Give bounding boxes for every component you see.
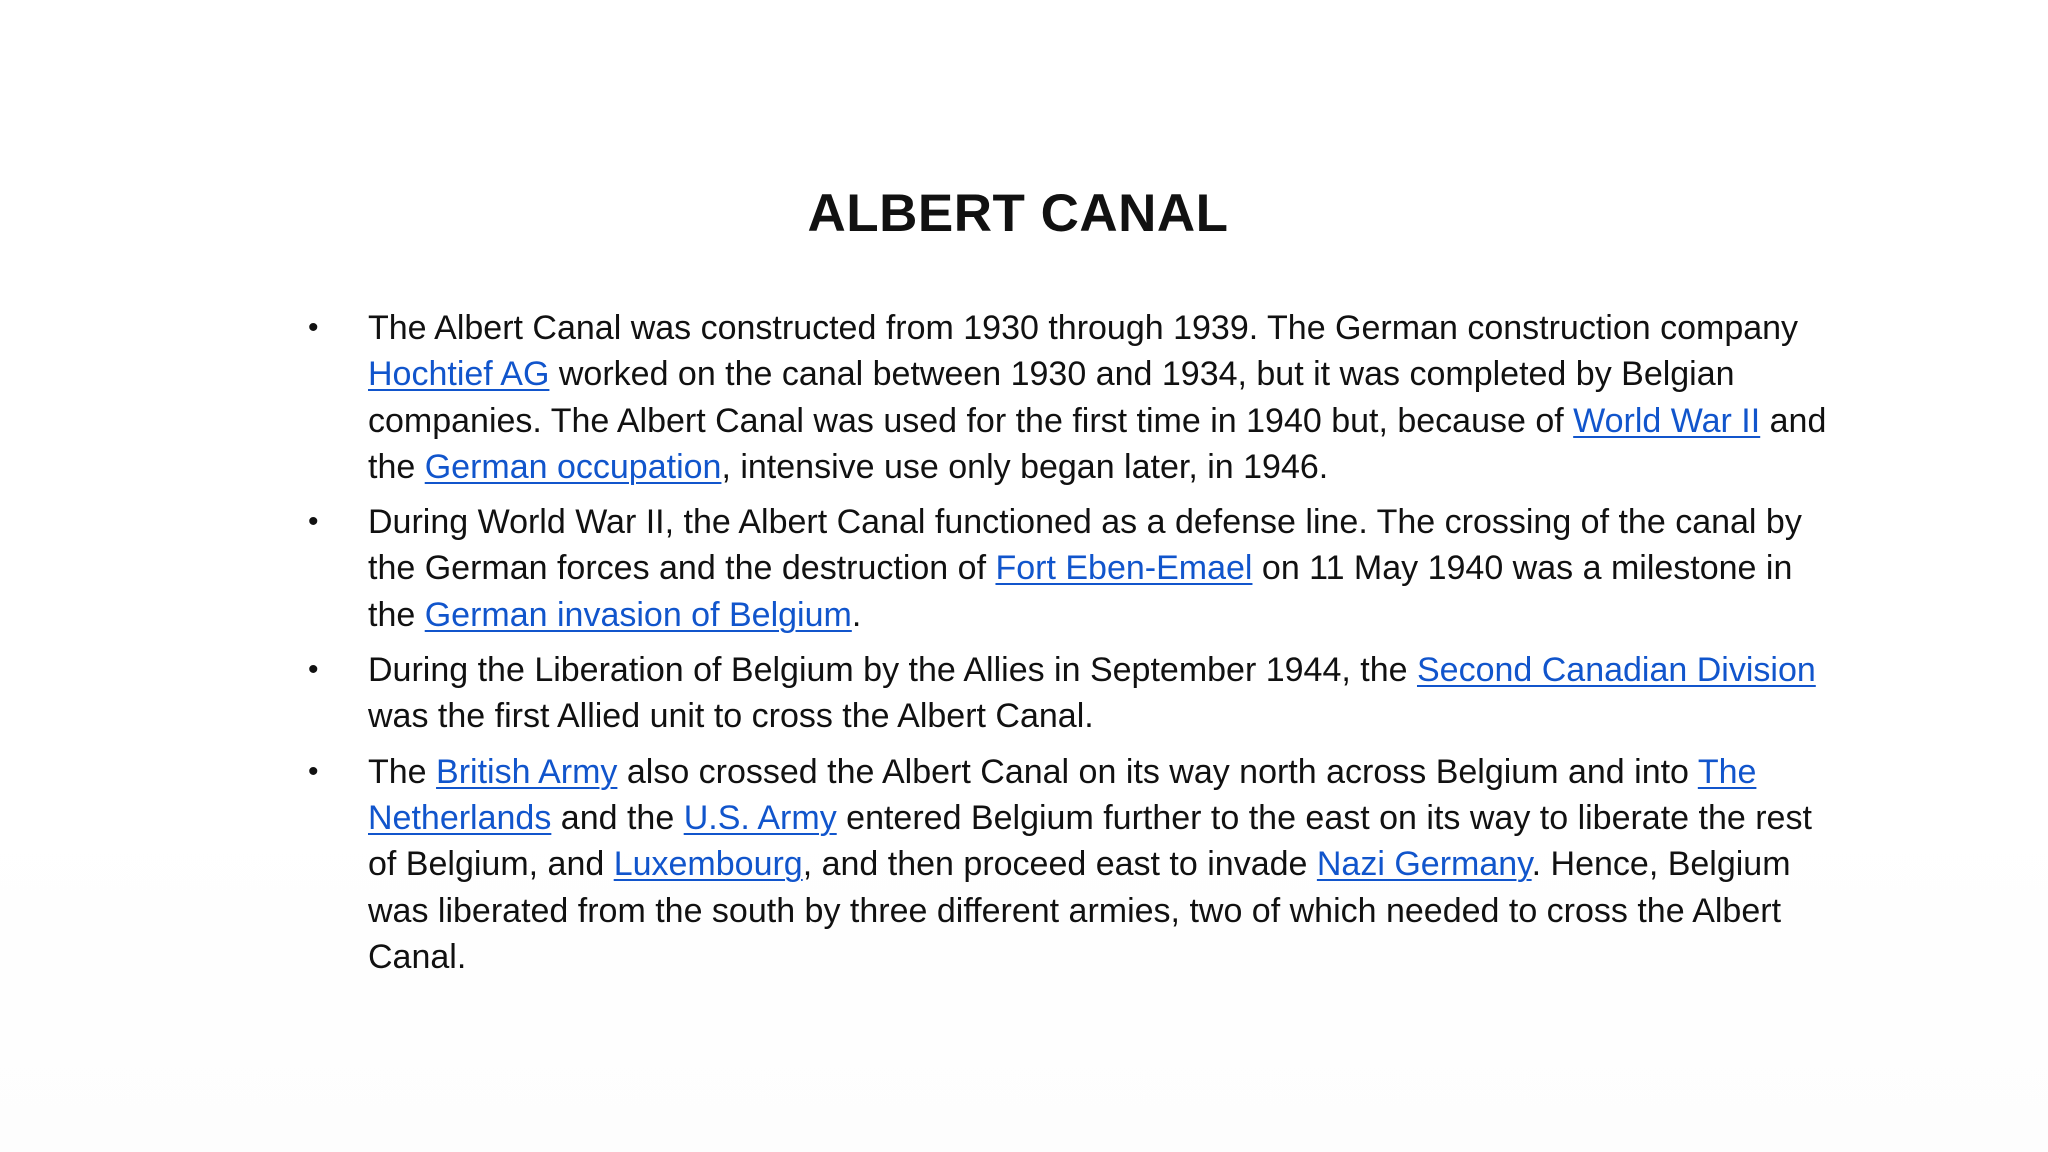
bullet-text: The <box>368 752 437 791</box>
link-fort-eben-emael[interactable]: Fort Eben-Emael <box>995 549 1253 588</box>
bullet-text: , and then proceed east to invade <box>802 845 1317 884</box>
bullet-text: . <box>851 595 862 634</box>
link-the-netherlands[interactable]: The Netherlands <box>368 752 1757 837</box>
link-nazi-germany[interactable]: Nazi Germany <box>1316 845 1532 884</box>
link-german-invasion-of-belgium[interactable]: German invasion of Belgium <box>424 595 852 634</box>
link-british-army[interactable]: British Army <box>436 752 618 791</box>
bullet-text: worked on the canal between 1930 and 1934, but it was completed by Belgian companies. The Albert Canal was used for the first time in 1940 but, because of <box>368 355 1735 440</box>
bullet-text: . Hence, Belgium was liberated from the south by three different armies, two of which needed to cross the Albert Canal. <box>368 845 1791 976</box>
link-luxembourg[interactable]: Luxembourg <box>613 845 803 884</box>
bullet-list <box>296 305 1848 989</box>
link-second-canadian-division[interactable]: Second Canadian Division <box>1416 651 1816 690</box>
bullet-text: and the <box>368 401 1827 486</box>
slide-title: ALBERT CANAL <box>807 184 1229 243</box>
link-us-army[interactable]: U.S. Army <box>683 798 837 837</box>
bullet-text: also crossed the Albert Canal on its way north across Belgium and into <box>617 752 1698 791</box>
bullet-marker: • <box>308 653 319 687</box>
link-world-war-ii[interactable]: World War II <box>1573 401 1761 440</box>
bullet-item-defense-line <box>296 499 1848 638</box>
link-german-occupation[interactable]: German occupation <box>424 447 722 486</box>
bullet-text: entered Belgium further to the east on its way to liberate the rest of Belgium, and <box>368 798 1812 884</box>
bullet-text: During the Liberation of Belgium by the Allies in September 1944, the <box>368 651 1417 690</box>
bullet-marker: • <box>308 754 319 788</box>
bullet-text: was the first Allied unit to cross the Albert Canal. <box>368 697 1094 736</box>
bullet-text: , intensive use only began later, in 1946. <box>721 447 1329 486</box>
bullet-text: on 11 May 1940 was a milestone in the <box>368 549 1793 634</box>
bullet-item-liberation <box>296 647 1848 740</box>
bullet-text: The Albert Canal was constructed from 1930 through 1939. The German construction company <box>368 309 1799 347</box>
bullet-item-british-army <box>296 749 1848 980</box>
bullet-text: During World War II, the Albert Canal functioned as a defense line. The crossing of the canal by the German forces and the destruction of <box>368 503 1802 588</box>
bullet-text: and the <box>551 798 684 837</box>
bullet-marker: • <box>308 505 319 539</box>
link-hochtief-ag[interactable]: Hochtief AG <box>368 355 550 394</box>
bullet-marker: • <box>308 311 319 344</box>
bullet-item-construction <box>296 305 1848 490</box>
